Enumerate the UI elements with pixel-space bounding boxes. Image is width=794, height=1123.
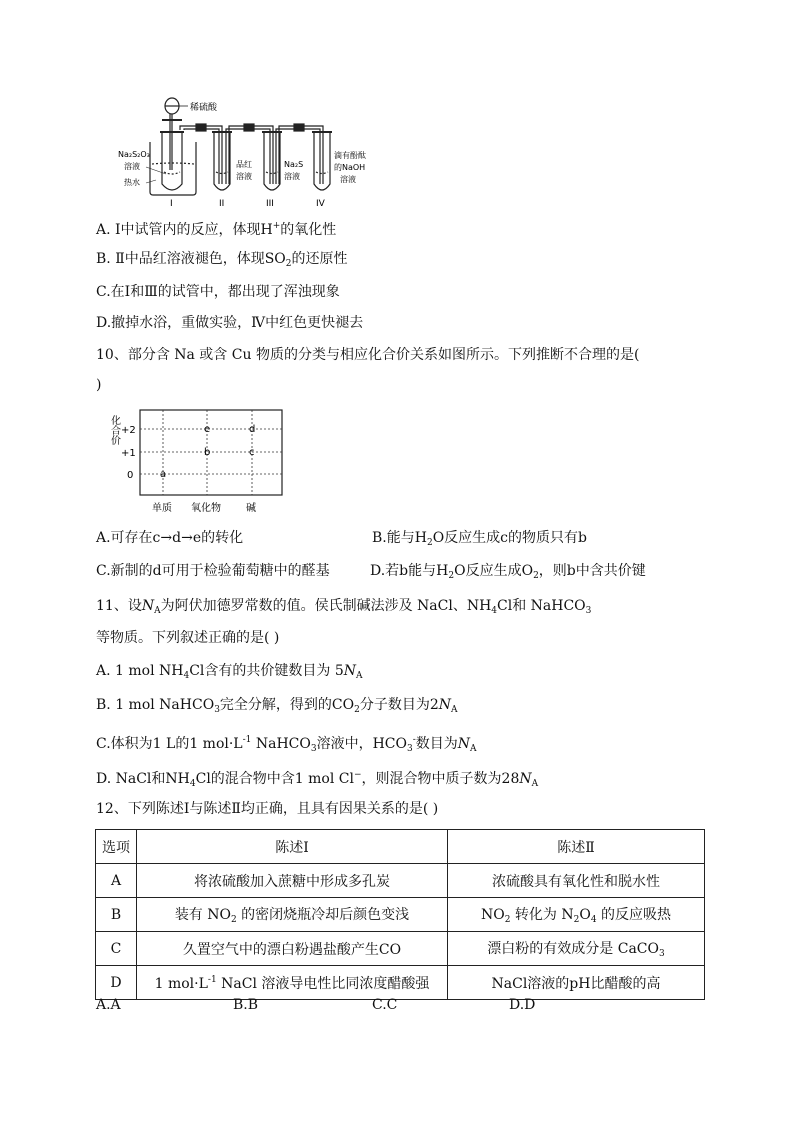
row-b-statement-1: 装有 $NO_2$ 的密闭烧瓶冷却后颜色变浅 bbox=[137, 898, 448, 932]
q9-apparatus-figure bbox=[110, 92, 370, 210]
label-water: 热水 bbox=[124, 178, 140, 187]
row-d-statement-2: NaCl溶液的pH比醋酸的高 bbox=[448, 966, 705, 1000]
ytick-plus1: +1 bbox=[121, 448, 136, 459]
q10-option-b: B.能与$H_2O$反应生成c的物质只有b bbox=[372, 530, 587, 548]
row-c-option: C bbox=[96, 932, 137, 966]
xtick-base: 碱 bbox=[246, 503, 256, 514]
ytick-zero: 0 bbox=[127, 470, 134, 481]
roman-1: I bbox=[170, 199, 173, 209]
row-a-statement-2: 浓硫酸具有氧化性和脱水性 bbox=[448, 864, 705, 898]
q10-option-a: A.可存在c→d→e的转化 bbox=[96, 530, 244, 546]
label-reagent-1: Na₂S₂O₃ bbox=[118, 150, 150, 159]
chart-ylabel: 化合价 bbox=[108, 415, 120, 445]
test-tubes bbox=[212, 132, 332, 190]
q9-option-d: D.撤掉水浴，重做实验，Ⅳ中红色更快褪去 bbox=[96, 315, 364, 331]
point-e: e bbox=[204, 424, 211, 435]
label-tube3-a: Na₂S bbox=[284, 160, 304, 169]
q10-stem-line1: 10、部分含 Na 或含 Cu 物质的分类与相应化合价关系如图所示。下列推断不合理的是( bbox=[96, 347, 640, 363]
roman-2: II bbox=[219, 199, 225, 209]
roman-4: IV bbox=[316, 199, 325, 209]
q11-stem-line2: 等物质。下列叙述正确的是( ) bbox=[96, 630, 280, 646]
row-a-statement-1: 将浓硫酸加入蔗糖中形成多孔炭 bbox=[137, 864, 448, 898]
header-statement-1: 陈述Ⅰ bbox=[137, 830, 448, 864]
q11-option-b: B. 1 mol NaHCO$_3$完全分解，得到的$CO_2$分子数目为$2N_A$ bbox=[96, 697, 458, 715]
xtick-element: 单质 bbox=[152, 503, 172, 514]
q11-stem-line1: 11、设$N_A$为阿伏加德罗常数的值。侯氏制碱法涉及 NaCl、$NH_4Cl$和 NaHCO$_3$ bbox=[96, 598, 592, 616]
q11-option-d: D. NaCl和$NH_4Cl$的混合物中含1 mol Cl−，则混合物中质子数为$28N_A$ bbox=[96, 770, 539, 789]
label-tube3-b: 溶液 bbox=[284, 172, 300, 181]
point-d: d bbox=[249, 424, 256, 435]
ytick-plus2: +2 bbox=[121, 425, 136, 436]
label-tube2-a: 品红 bbox=[236, 160, 252, 169]
beaker-hot-water bbox=[150, 132, 196, 195]
xtick-oxide: 氧化物 bbox=[191, 503, 221, 514]
row-b-statement-2: $NO_2$ 转化为 $N_2O_4$ 的反应吸热 bbox=[448, 898, 705, 932]
label-tube4-b: 的NaOH bbox=[334, 163, 366, 172]
row-d-option: D bbox=[96, 966, 137, 1000]
label-acid: 稀硫酸 bbox=[190, 103, 218, 113]
table-row bbox=[96, 864, 705, 898]
q12-answer-c: C.C bbox=[372, 997, 398, 1013]
q12-stem: 12、下列陈述Ⅰ与陈述Ⅱ均正确，且具有因果关系的是( ) bbox=[96, 801, 439, 817]
point-a: a bbox=[160, 469, 167, 480]
table-header-row bbox=[96, 830, 705, 864]
q11-option-c: C.体积为1 L的1 $mol\cdot L^{-1}$ NaHCO$_3$溶液中，$HCO_3^-$数目为$N_A$ bbox=[96, 735, 477, 754]
point-b: b bbox=[204, 447, 211, 458]
row-d-statement-1: 1 $mol\cdot L^{-1}$ NaCl 溶液导电性比同浓度醋酸强 bbox=[137, 966, 448, 1000]
header-option: 选项 bbox=[96, 830, 137, 864]
q12-answer-d: D.D bbox=[509, 997, 536, 1013]
q9-option-c: C.在Ⅰ和Ⅲ的试管中，都出现了浑浊现象 bbox=[96, 284, 340, 300]
label-reagent-2: 溶液 bbox=[124, 162, 140, 171]
q12-answer-a: A.A bbox=[96, 997, 121, 1013]
q9-option-b: B. Ⅱ中品红溶液褪色，体现$SO_2$的还原性 bbox=[96, 251, 348, 269]
row-c-statement-2: 漂白粉的有效成分是 CaCO$_3$ bbox=[448, 932, 705, 966]
table-row bbox=[96, 932, 705, 966]
label-tube4-c: 溶液 bbox=[340, 175, 356, 184]
table-row bbox=[96, 966, 705, 1000]
row-a-option: A bbox=[96, 864, 137, 898]
dropping-funnel bbox=[162, 98, 182, 170]
row-c-statement-1: 久置空气中的漂白粉遇盐酸产生CO bbox=[137, 932, 448, 966]
roman-3: III bbox=[266, 199, 274, 209]
q9-option-a: A. Ⅰ中试管内的反应，体现H+的氧化性 bbox=[96, 221, 337, 238]
q12-answer-b: B.B bbox=[233, 997, 259, 1013]
label-tube4-a: 滴有酚酞 bbox=[334, 151, 366, 160]
q12-table bbox=[95, 829, 705, 1000]
header-statement-2: 陈述Ⅱ bbox=[448, 830, 705, 864]
row-b-option: B bbox=[96, 898, 137, 932]
point-c: c bbox=[249, 447, 255, 458]
q10-option-c: C.新制的d可用于检验葡萄糖中的醛基 bbox=[96, 563, 330, 579]
q11-option-a: A. 1 mol $NH_4Cl$含有的共价键数目为 $5N_A$ bbox=[96, 663, 363, 681]
table-row bbox=[96, 898, 705, 932]
label-tube2-b: 溶液 bbox=[236, 172, 252, 181]
q10-option-d: D.若b能与$H_2O$反应生成$O_2$，则b中含共价键 bbox=[370, 563, 646, 581]
q10-valence-chart bbox=[100, 405, 290, 517]
q10-stem-line2: ) bbox=[96, 377, 102, 393]
